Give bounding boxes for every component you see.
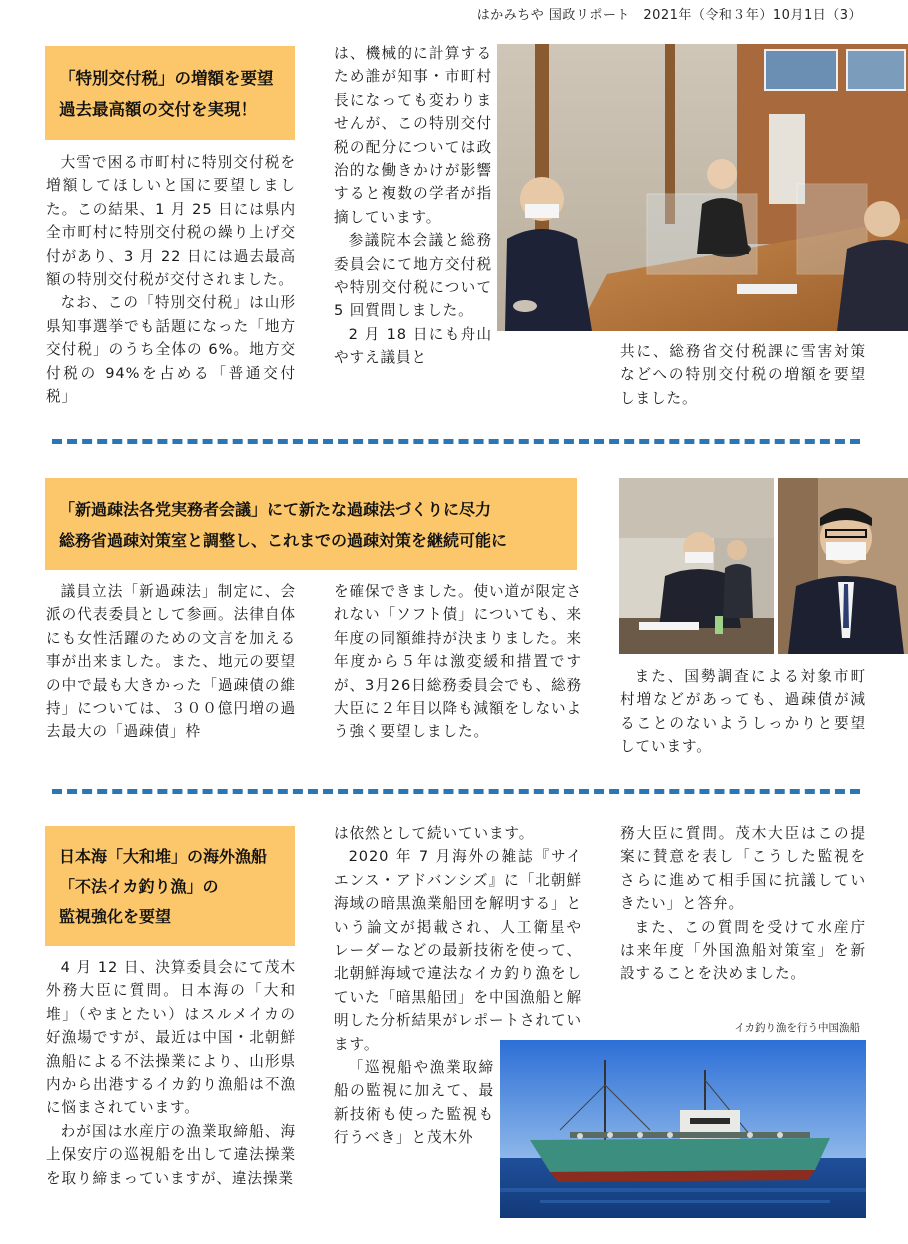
paragraph: を確保できました。使い道が限定されない「ソフト債」についても、来年度の同額維持が決まりました。来年度から５年は激変緩和措置ですが、3月26日総務委員会でも、総務大臣に２年目以降も減額をしないよう強く要望しました。 bbox=[334, 583, 582, 741]
callout-line: 監視強化を要望 bbox=[59, 907, 172, 926]
committee-photo-left bbox=[619, 478, 774, 654]
callout-special-tax bbox=[45, 46, 295, 140]
paragraph: 2 月 18 日にも舟山やすえ議員と bbox=[334, 325, 492, 367]
paragraph: また、国勢調査による対象市町村増などがあっても、過疎債が減ることのないようしっかりと要望しています。 bbox=[620, 668, 866, 756]
page-header: はかみちや 国政リポート 2021年（令和３年）10月1日（3） bbox=[476, 8, 862, 23]
meeting-photo bbox=[497, 44, 908, 331]
section1-column2 bbox=[334, 42, 492, 370]
fishing-boat-photo bbox=[500, 1040, 866, 1218]
section3-column3 bbox=[620, 822, 866, 986]
paragraph: なお、この「特別交付税」は山形県知事選挙でも話題になった「地方交付税」のうち全体の 6%。地方交付税の 94%を占める「普通交付税」 bbox=[46, 294, 296, 406]
paragraph: 共に、総務省交付税課に雪害対策などへの特別交付税の増額を要望しました。 bbox=[620, 343, 866, 407]
callout-line: 「特別交付税」の増額を要望 bbox=[59, 69, 274, 88]
paragraph: 「巡視船や漁業取締船の監視に加えて、最新技術も使った監視も行うべき」と茂木外 bbox=[334, 1059, 494, 1147]
paragraph: 務大臣に質問。茂木大臣はこの提案に賛意を表し「こうした監視をさらに進めて相手国に抗議していきたい」と答弁。 bbox=[620, 825, 866, 913]
callout-depopulation-law bbox=[45, 478, 577, 570]
callout-yamato-bank bbox=[45, 826, 295, 946]
section2-column3 bbox=[620, 665, 866, 759]
paragraph: は、機械的に計算するため誰が知事・市町村長になっても変わりませんが、この特別交付税の配分については政治的な働きかけが影響すると複数の学者が指摘しています。 bbox=[334, 45, 492, 226]
paragraph: は依然として続いています。 bbox=[334, 825, 535, 842]
section3-column1 bbox=[46, 956, 296, 1190]
callout-line: 過去最高額の交付を実現！ bbox=[59, 100, 257, 119]
section1-column3 bbox=[620, 340, 866, 410]
paragraph: 2020 年 7 月海外の雑誌『サイエンス・アドバンシズ』に「北朝鮮海域の暗黒漁業船団を解明する」という論文が掲載され、人工衛星やレーダーなどの最新技術を使って、北朝鮮海域で違法なイカ釣り漁をしていた「暗黒船団」を中国漁船と解明した分析結果がレポートされています。 bbox=[334, 848, 582, 1053]
photo-caption: イカ釣り漁を行う中国漁船 bbox=[734, 1022, 860, 1034]
paragraph: 参議院本会議と総務委員会にて地方交付税や特別交付税について 5 回質問しました。 bbox=[334, 232, 492, 320]
callout-line: 「新過疎法各党実務者会議」にて新たな過疎法づくりに尽力 bbox=[59, 500, 492, 519]
section1-column1 bbox=[46, 151, 296, 408]
committee-photo-right bbox=[778, 478, 908, 654]
callout-line: 「不法イカ釣り漁」の bbox=[59, 877, 219, 896]
paragraph: わが国は水産庁の漁業取締船、海上保安庁の巡視船を出して違法操業を取り締まっていますが、違法操業 bbox=[46, 1122, 296, 1187]
section-divider bbox=[52, 789, 860, 794]
section2-column2 bbox=[334, 580, 582, 744]
paragraph: 議員立法「新過疎法」制定に、会派の代表委員として参画。法律自体にも女性活躍のための文言を加える事が出来ました。また、地元の要望の中で最も大きかった「過疎債の維持」については、３００億円増の過去最大の「過疎債」枠 bbox=[46, 583, 296, 741]
paragraph: 4 月 12 日、決算委員会にて茂木外務大臣に質問。日本海の「大和堆」（やまとたい）はスルメイカの好漁場ですが、最近は中国・北朝鮮漁船による不法操業により、山形県内から出港するイカ釣り漁船は不漁に悩まされています。 bbox=[46, 959, 296, 1117]
paragraph: また、この質問を受けて水産庁は来年度「外国漁船対策室」を新設することを決めました。 bbox=[620, 918, 866, 983]
callout-line: 日本海「大和堆」の海外漁船 bbox=[59, 847, 268, 866]
section2-column1 bbox=[46, 580, 296, 744]
section-divider bbox=[52, 439, 860, 444]
paragraph: 大雪で困る市町村に特別交付税を増額してほしいと国に要望しました。この結果、1 月 25 日には県内全市町村に特別交付税の繰り上げ交付があり、3 月 22 日には過去最高額の特別交付税が交付されました。 bbox=[46, 154, 296, 289]
callout-line: 総務省過疎対策室と調整し、これまでの過疎対策を継続可能に bbox=[59, 531, 508, 550]
